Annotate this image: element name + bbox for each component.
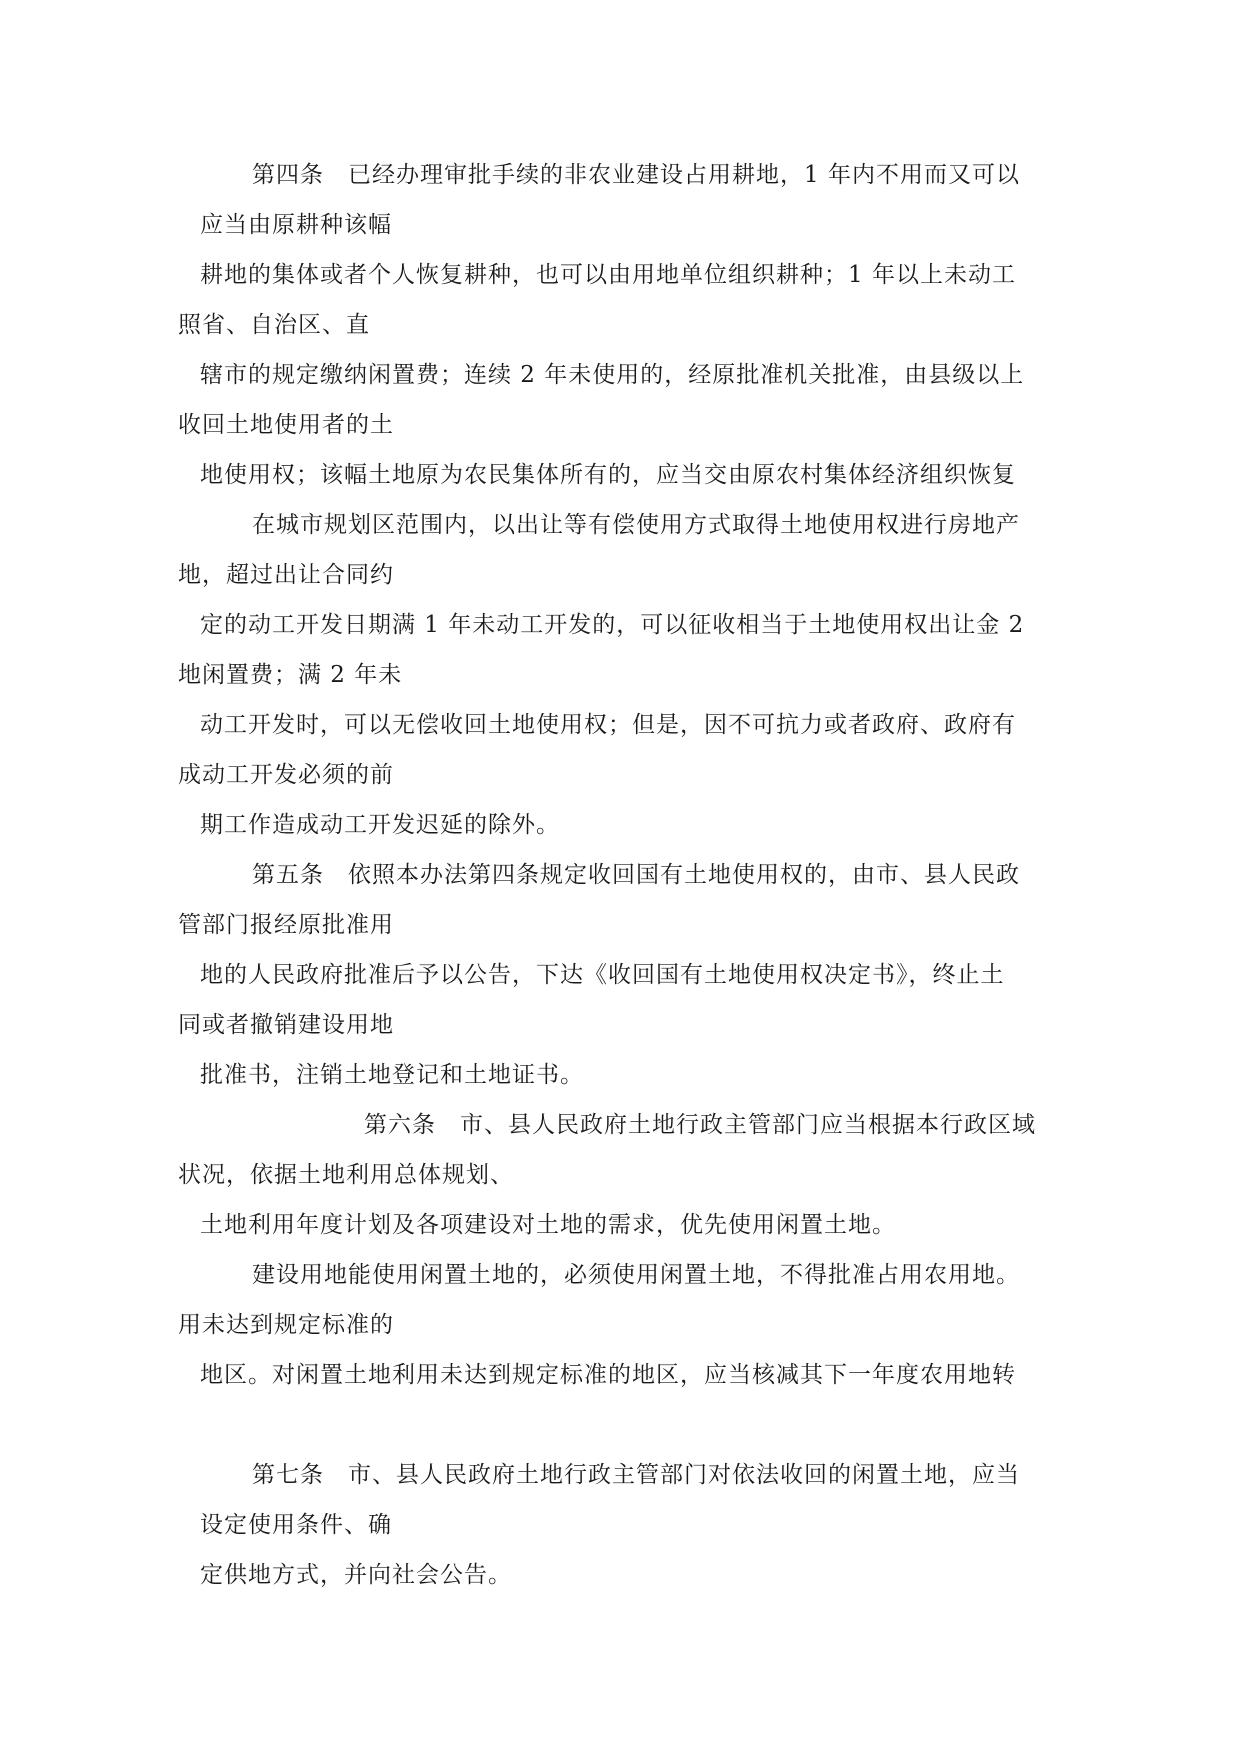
text-line: 土地利用年度计划及各项建设对土地的需求，优先使用闲置土地。 bbox=[200, 1212, 896, 1238]
text-line: 期工作造成动工开发迟延的除外。 bbox=[200, 812, 560, 838]
text-line: 辖市的规定缴纳闲置费；连续 2 年未使用的，经原批准机关批准，由县级以上 bbox=[200, 362, 1025, 388]
text-line: 批准书，注销土地登记和土地证书。 bbox=[200, 1062, 584, 1088]
text-line: 第四条 已经办理审批手续的非农业建设占用耕地，1 年内不用而又可以 bbox=[252, 162, 1020, 188]
text-line: 地闲置费；满 2 年未 bbox=[178, 662, 403, 688]
text-line: 地的人民政府批准后予以公告，下达《收回国有土地使用权决定书》，终止土 bbox=[200, 962, 1005, 988]
text-line: 照省、自治区、直 bbox=[178, 312, 370, 338]
text-line: 建设用地能使用闲置土地的，必须使用闲置土地，不得批准占用农用地。 bbox=[252, 1262, 1020, 1288]
text-line: 地区。对闲置土地利用未达到规定标准的地区，应当核减其下一年度农用地转 bbox=[200, 1362, 1016, 1388]
text-line: 地使用权；该幅土地原为农民集体所有的，应当交由原农村集体经济组织恢复 bbox=[200, 462, 1016, 488]
text-line: 状况，依据土地利用总体规划、 bbox=[178, 1162, 514, 1188]
text-line: 定的动工开发日期满 1 年未动工开发的，可以征收相当于土地使用权出让金 2 bbox=[200, 612, 1025, 638]
text-line: 地，超过出让合同约 bbox=[178, 562, 394, 588]
text-line: 用未达到规定标准的 bbox=[178, 1312, 394, 1338]
text-line: 第七条 市、县人民政府土地行政主管部门对依法收回的闲置土地，应当 bbox=[252, 1462, 1020, 1488]
text-line: 动工开发时，可以无偿收回土地使用权；但是，因不可抗力或者政府、政府有 bbox=[200, 712, 1016, 738]
text-line: 第六条 市、县人民政府土地行政主管部门应当根据本行政区域 bbox=[364, 1112, 1036, 1138]
text-line: 第五条 依照本办法第四条规定收回国有土地使用权的，由市、县人民政 bbox=[252, 862, 1020, 888]
text-line: 收回土地使用者的土 bbox=[178, 412, 394, 438]
text-line: 应当由原耕种该幅 bbox=[200, 212, 392, 238]
text-line: 定供地方式，并向社会公告。 bbox=[200, 1562, 512, 1588]
text-line: 成动工开发必须的前 bbox=[178, 762, 394, 788]
text-line: 管部门报经原批准用 bbox=[178, 912, 394, 938]
text-line: 耕地的集体或者个人恢复耕种，也可以由用地单位组织耕种；1 年以上未动工 bbox=[200, 262, 1016, 288]
text-line: 同或者撤销建设用地 bbox=[178, 1012, 394, 1038]
text-line: 设定使用条件、确 bbox=[200, 1512, 392, 1538]
text-line: 在城市规划区范围内，以出让等有偿使用方式取得土地使用权进行房地产 bbox=[252, 512, 1020, 538]
